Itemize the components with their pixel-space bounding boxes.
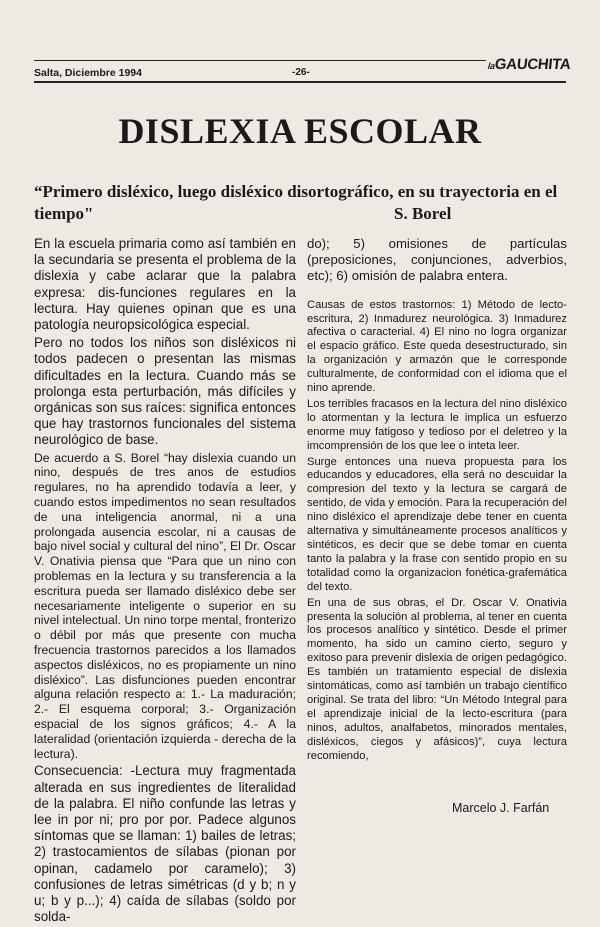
- masthead-logo: [487, 56, 571, 73]
- logo-prefix: la: [487, 61, 496, 71]
- header-top-rule: [34, 60, 486, 61]
- header-page-number: -26-: [292, 67, 310, 78]
- header-bottom-rule: [34, 81, 566, 83]
- paragraph: En una de sus obras, el Dr. Oscar V. Onativia presenta la solución al problema, al tener en cuenta los procesos analítico y sintético. Desde el primer momento, ha sido un camino cierto, seguro y exitoso para prevenir dislexia de origen pedagógico. Es también un tratamiento especial de dislexia sintomáticas, como así también un trabajo científico original. Se trata del libro: “Un Método Integral para el aprendizaje inicial de la lecto-escritura (para ninos, adultos, analfabetos, minorados mentales, disléxicos, ciegos y afásicos)”, cuya lectura recomiendo,: [307, 596, 567, 762]
- paragraph: Surge entonces una nueva propuesta para los educandos y educadores, ella será no descuidar la compresion del texto y la lectura se cargará de sentido, de vida y emoción. Para la recuperación del nino disléxico el aprendizaje debe tener en cuenta alternativa y simultáneamente procesos analíticos y sintéticos, es decir que se debe tomar en cuenta tanto la palabra y la frase con sentido propio en su totalidad como la organizacion fonética-grafemática del texto.: [307, 455, 567, 593]
- paragraph: Consecuencia: -Lectura muy fragmentada alterada en sus ingredientes de literalidad de la palabra. El niño confunde las letras y lee in por ni; pro por por. Padece algunos síntomas que se llaman: 1) bailes de letras; 2) trastocamientos de sílabas (pionan por opinan, cadamelo por caramelo); 3) confusiones de letras simétricas (d y b; n y u; b y p...); 4) caída de sílabas (soldo por solda-: [34, 763, 296, 925]
- article-author: Marcelo J. Farfán: [452, 801, 550, 815]
- paragraph: Los terribles fracasos en la lectura del nino disléxico lo atormentan y la lectura le implica un esfuerzo enorme muy fatigoso y tedioso por el deletreo y la imcomprensión de los que lee o inteta leer.: [307, 397, 567, 452]
- header-location-date: Salta, Diciembre 1994: [34, 67, 142, 79]
- epigraph-text: “Primero disléxico, luego disléxico disortográfico, en su trayectoria en el tiempo": [34, 182, 558, 223]
- paragraph: Causas de estos trastornos: 1) Método de lecto-escritura, 2) Inmadurez neurológica. 3) Inmadurez afectiva o caracterial. 4) El nino no logra organizar el espacio gráfico. Este queda desestructurado, sin la organización y armazón que le corresponde culturalmente, de conformidad con el idioma que el nino aprende.: [307, 298, 567, 395]
- paragraph: De acuerdo a S. Borel “hay dislexia cuando un nino, después de tres anos de estudios regulares, no ha aprendido todavía a leer, y cuando estos impedimentos no sean resultados de una inteligencia anormal, ni a una prolongada ausencia escolar, ni a causas de bajo nivel social y cultural del nino”, El Dr. Oscar V. Onativia piensa que “Para que un nino con problemas en la lectura y su transferencia a la escritura pueda ser llamado disléxico debe ser necesariamente inteligente o superior en su nivel intelectual. Un nino torpe mental, fronterizo o débil por más que presente con mucha frecuencia trastornos parecidos a los llamados aspectos disléxicos, no es propiamente un nino disléxico”. Las disfunciones pueden encontrar alguna relación respecto a: 1.- La maduración; 2.- El esquema corporal; 3.- Organización espacial de los signos gráficos; 4.- A la lateralidad (orientación izquierda - derecha de la lectura).: [34, 450, 296, 761]
- paragraph: do); 5) omisiones de partículas (preposiciones, conjunciones, adverbios, etc); 6) omisión de palabra entera.: [307, 236, 567, 284]
- article-epigraph: [34, 181, 566, 225]
- paragraph: En la escuela primaria como así también en la secundaria se presenta el problema de la dislexia y cabe aclarar que la palabra expresa: dis-funciones regulares en la lectura. Hay quienes opinan que es una patología neuropsicológica especial.: [34, 236, 296, 333]
- logo-name: GAUCHITA: [494, 56, 572, 73]
- epigraph-author: S. Borel: [394, 204, 452, 223]
- article-column-right: [307, 236, 567, 766]
- article-title: DISLEXIA ESCOLAR: [118, 111, 482, 151]
- article-column-left: [34, 236, 296, 927]
- paragraph: Pero no todos los niños son disléxicos ni todos padecen o presentan las mismas dificultades en la lectura. Cuando más se prolonga esta perturbación, más difíciles y orgánicas son sus raíces: significa entonces que hay trastornos funcionales del sistema neurológico de base.: [34, 335, 297, 448]
